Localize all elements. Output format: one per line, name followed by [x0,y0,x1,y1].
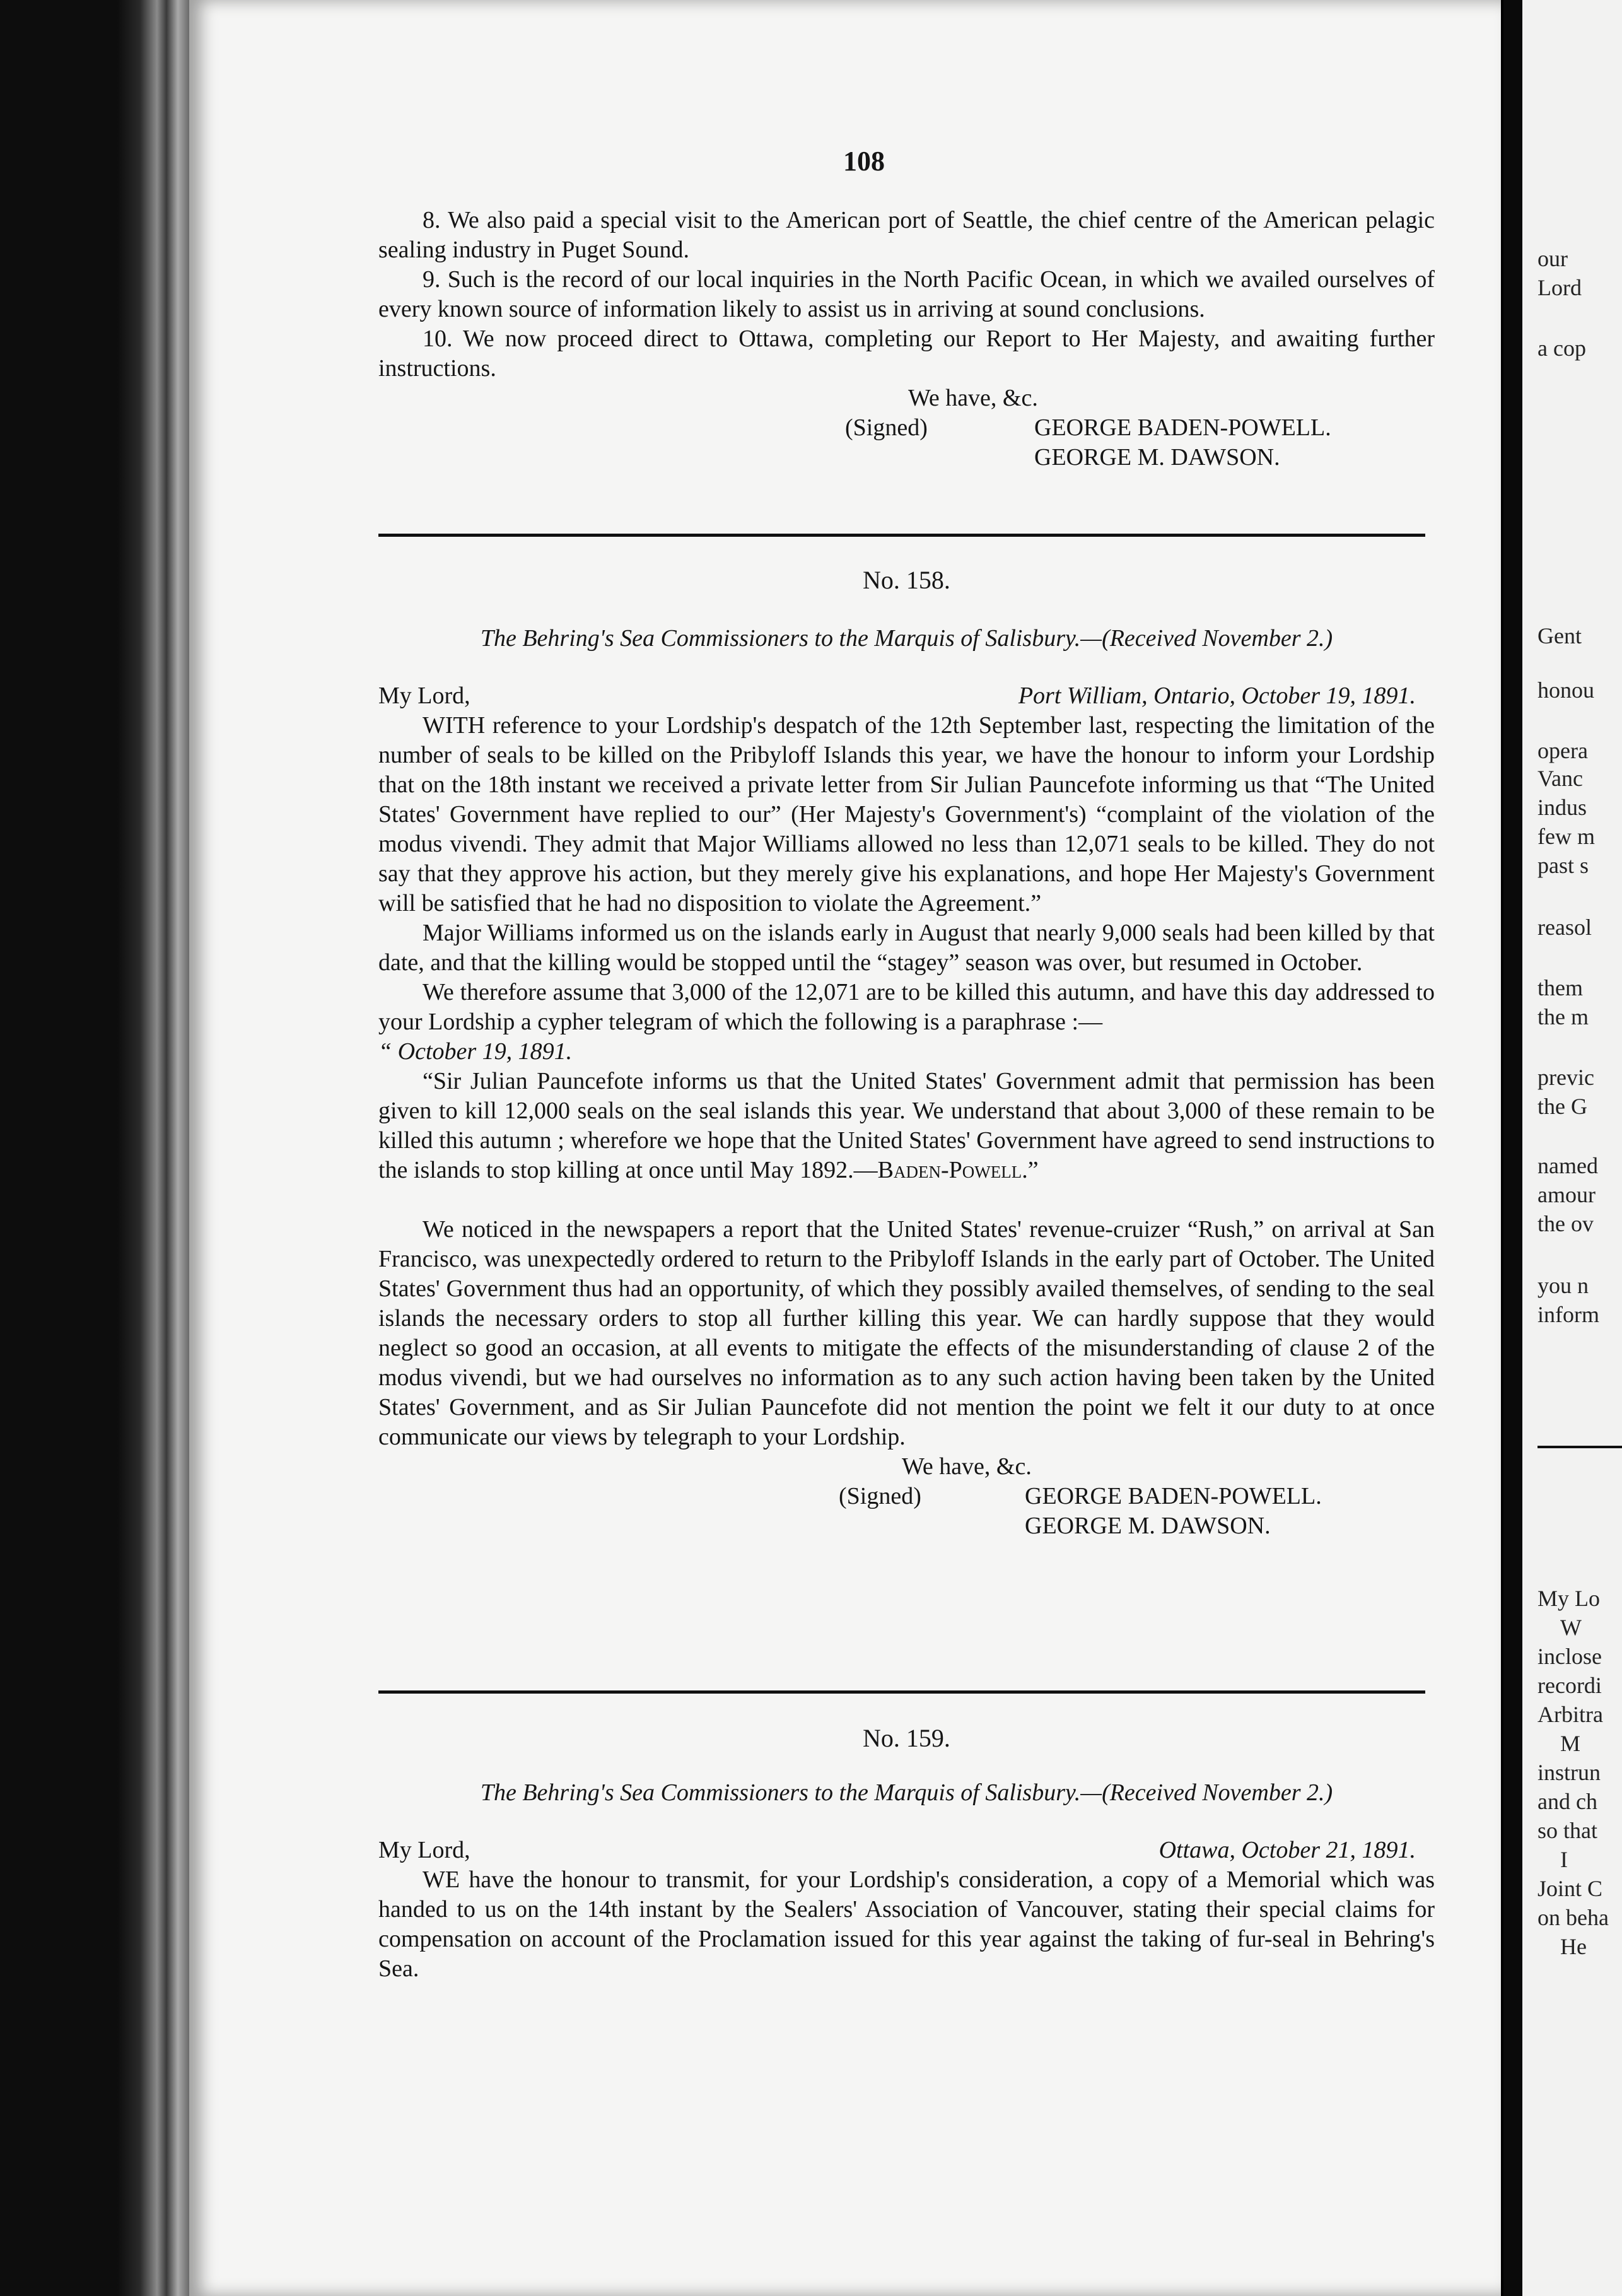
paragraph-2: Major Williams informed us on the islands early in August that nearly 9,000 seals had been killed by that date, and that the killing would be stopped until the “stagey” season was over, but resumed in October. [378,920,1435,976]
paragraph-8: 8. We also paid a special visit to the American port of Seattle, the chief centre of the American pelagic sealing industry in Puget Sound. [378,207,1435,263]
closing-line [378,384,1435,413]
fragment: previc [1537,1065,1594,1090]
fragment: so that [1537,1818,1597,1843]
signer-dawson: GEORGE M. DAWSON. [1025,1513,1271,1539]
fragment: My Lo [1537,1586,1600,1611]
paragraph-3: We therefore assume that 3,000 of the 12,071 are to be killed this autumn, and have this day addressed to your Lordship a cypher telegram of which the following is a paraphrase :— [378,979,1435,1035]
telegram-body: “Sir Julian Pauncefote informs us that the United States' Government admit that permission has been given to kill 12,000 seals on the seal islands this year. We understand that about 3,000 of these remain to be killed this autumn ; wherefore we hope that the United States' Government have agreed to send instructions to the islands to stop killing at once until May 1892.— [378,1068,1435,1183]
fragment: opera [1537,738,1588,763]
fragment: amour [1537,1182,1596,1207]
fragment: recordi [1537,1673,1602,1698]
fragment: Lord [1537,275,1582,300]
fragment: our [1537,246,1568,271]
fragment: honou [1537,677,1594,703]
fragment-rule [1537,1446,1622,1448]
fragment: them [1537,975,1583,1000]
fragment: Gent [1537,623,1582,648]
fragment: indus [1537,795,1587,820]
fragment: on beha [1537,1905,1609,1930]
closing-line [378,1452,1435,1482]
section-previous-letter-end [378,206,1435,472]
section-divider [378,1690,1425,1694]
salutation-line [378,1836,1435,1865]
salutation: My Lord, [378,682,470,709]
document-number-159: No. 159. [863,1724,950,1752]
place-date: Port William, Ontario, October 19, 1891. [1018,682,1416,709]
fragment: He [1560,1934,1587,1959]
document-heading-159: The Behring's Sea Commissioners to the Marquis of Salisbury.—(Received November 2.) [480,1779,1333,1806]
fragment: M [1560,1731,1581,1756]
fragment: the m [1537,1004,1589,1029]
fragment: W [1560,1615,1582,1640]
section-divider [378,534,1425,537]
closing: We have, &c. [908,385,1038,411]
document-number-158: No. 158. [863,566,950,594]
fragment: Vanc [1537,766,1583,791]
document-heading-158: The Behring's Sea Commissioners to the Marquis of Salisbury.—(Received November 2.) [480,625,1333,652]
fragment: and ch [1537,1789,1597,1814]
signed-label: (Signed) [845,414,928,441]
fragment: Joint C [1537,1876,1603,1901]
paragraph-4: We noticed in the newspapers a report that the United States' revenue-cruizer “Rush,” on arrival at San Francisco, was unexpectedly ordered to return to the Pribyloff Islands in the early part of October. The United States' Government thus had an opportunity, of which they possibly availed themselves, of sending to the seal islands the necessary orders to stop all further killing this year. We can hardly suppose that they would neglect so good an occasion, at all events to mitigate the effects of the misunderstanding of clause 2 of the modus vivendi, but we had ourselves no information as to any such action having been taken by the United States' Government, and as Sir Julian Pauncefote did not mention the point we felt it our duty to at once communicate our views by telegraph to your Lordship. [378,1216,1435,1450]
document-158-body [378,681,1435,1541]
fragment: reasol [1537,915,1592,940]
paragraph-10: 10. We now proceed direct to Ottawa, completing our Report to Her Majesty, and awaiting further instructions. [378,325,1435,382]
signer-baden-powell: GEORGE BADEN-POWELL. [1034,414,1331,441]
book-spine-edge [0,0,189,2296]
fragment: the G [1537,1094,1587,1119]
fragment: past s [1537,853,1589,878]
signature-line-1 [378,413,1435,443]
salutation-line [378,681,1435,711]
signature-line-1 [378,1482,1435,1511]
page-number: 108 [843,146,885,177]
place-date: Ottawa, October 21, 1891. [1158,1837,1416,1863]
fragment: a cop [1537,336,1586,361]
paragraph-1: WE have the honour to transmit, for your Lordship's consideration, a copy of a Memorial which was handed to us on the 14th instant by the Sealers' Association of Vancouver, stating their special claims for compensation on account of the Proclamation issued for this year against the taking of fur-seal in Behring's Sea. [378,1866,1435,1982]
fragment: instrun [1537,1760,1601,1785]
closing: We have, &c. [902,1453,1032,1480]
signature-line-2 [378,443,1435,472]
fragment: Arbitra [1537,1702,1603,1727]
adjacent-page [1503,0,1622,2296]
paragraph-9: 9. Such is the record of our local inquiries in the North Pacific Ocean, in which we availed ourselves of every known source of information likely to assist us in arriving at sound conclusions. [378,266,1435,322]
signer-dawson: GEORGE M. DAWSON. [1034,444,1280,471]
fragment: the ov [1537,1211,1594,1236]
telegram-text [378,1067,1435,1185]
signed-label: (Signed) [839,1483,921,1509]
fragment: you n [1537,1273,1589,1298]
fragment: few m [1537,824,1595,849]
telegram-date: “ October 19, 1891. [378,1038,573,1065]
fragment: I [1560,1847,1568,1872]
salutation: My Lord, [378,1837,470,1863]
fragment: named [1537,1153,1598,1178]
fragment: inclose [1537,1644,1602,1669]
document-159-body [378,1836,1435,1984]
fragment: inform [1537,1302,1599,1327]
signer-baden-powell: GEORGE BADEN-POWELL. [1025,1483,1322,1509]
paragraph-1: WITH reference to your Lordship's despatch of the 12th September last, respecting the limitation of the number of seals to be killed on the Pribyloff Islands this year, we have the honour to inform your Lordship that on the 18th instant we received a private letter from Sir Julian Pauncefote informing us that “The United States' Government have replied to our” (Her Majesty's Government's) “complaint of the violation of the modus vivendi. They admit that Major Williams allowed no less than 12,071 seals to be killed. They do not say that they approve his action, but they merely give his explanations, and hope Her Majesty's Government will be satisfied that he had no disposition to violate the Agreement.” [378,712,1435,917]
signature-line-2 [378,1511,1435,1541]
telegram-signature: Baden-Powell.” [877,1157,1039,1183]
